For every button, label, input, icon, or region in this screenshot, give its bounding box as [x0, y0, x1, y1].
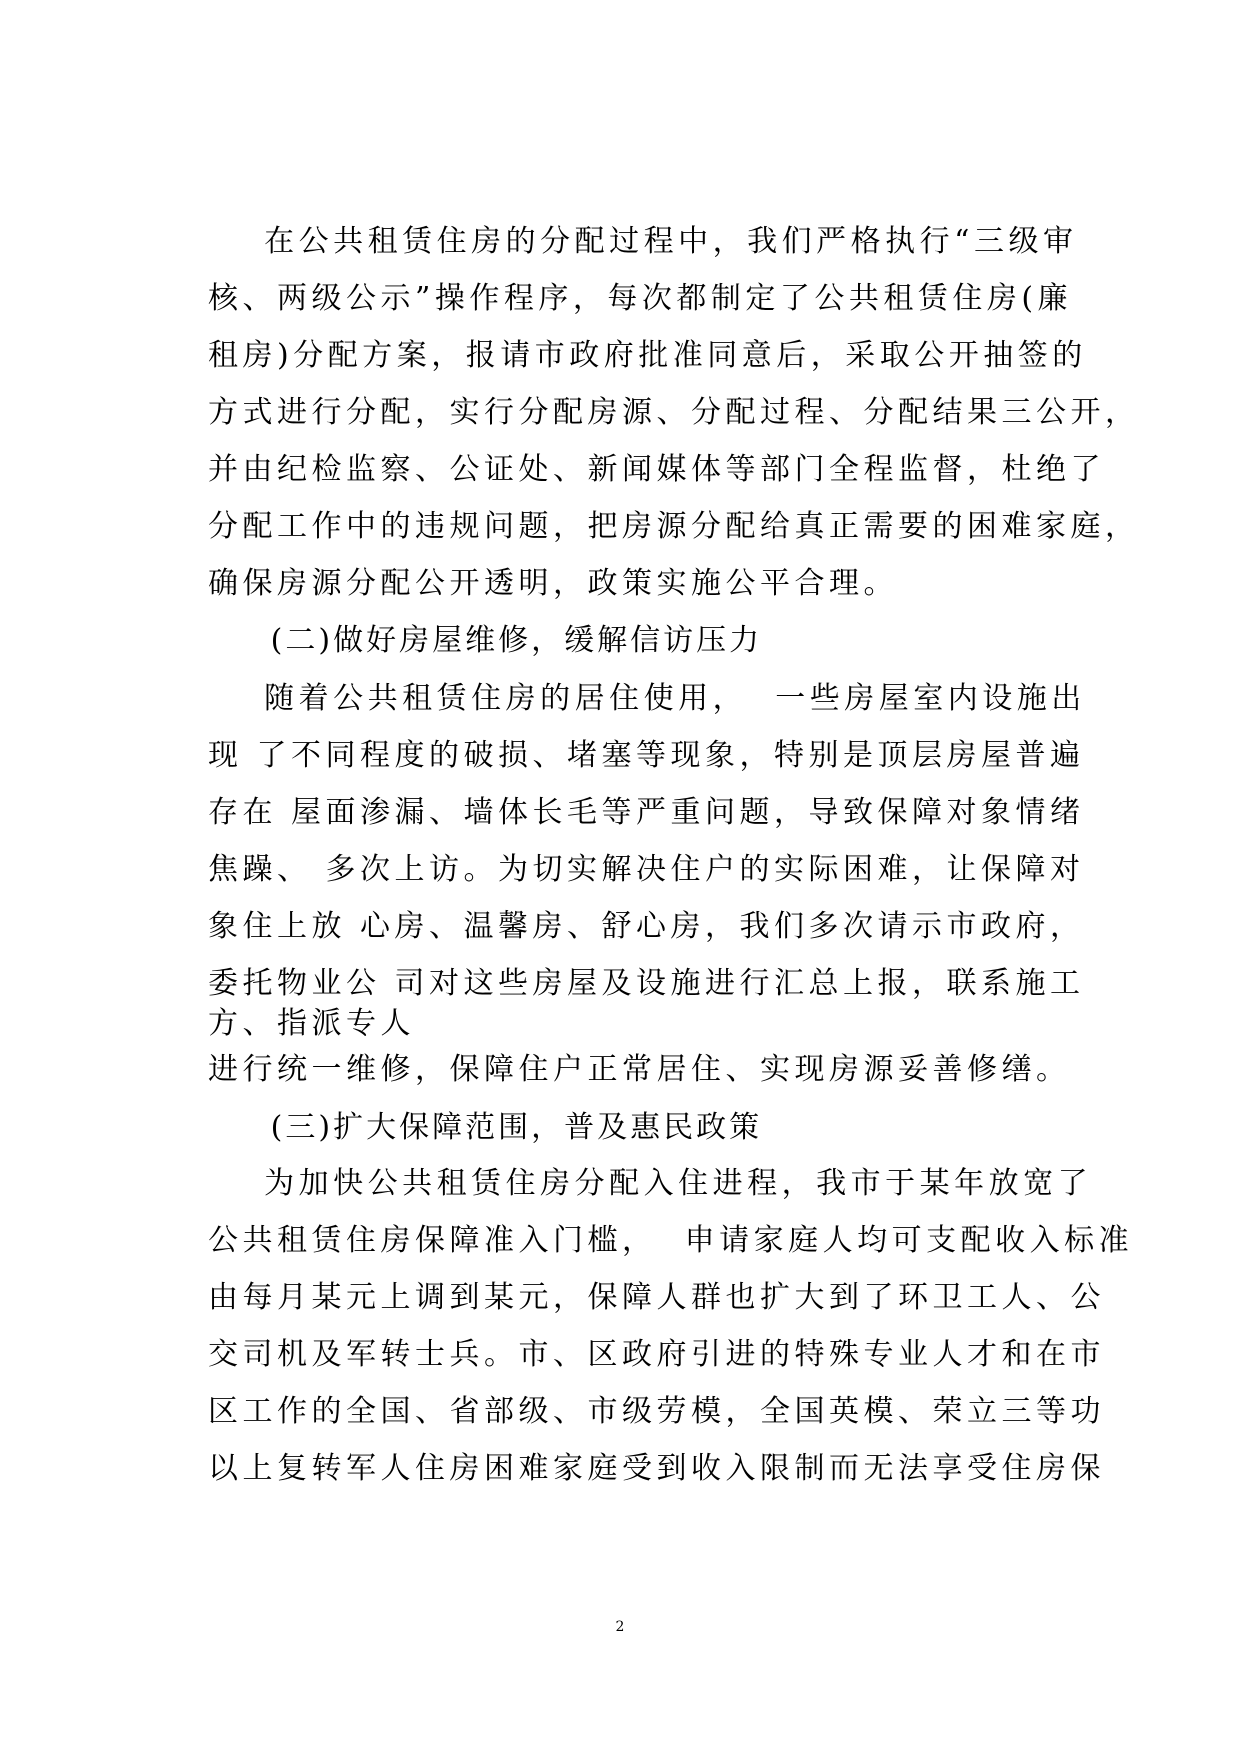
text-line: 以上复转军人住房困难家庭受到收入限制而无法享受住房保	[208, 1451, 1105, 1486]
page-number: 2	[615, 1619, 625, 1635]
text-line: 分配工作中的违规问题，把房源分配给真正需要的困难家庭，	[208, 509, 1140, 544]
text-line: 象住上放 心房、温馨房、舒心房，我们多次请示市政府，	[208, 909, 1085, 944]
text-line: 交司机及军转士兵。市、区政府引进的特殊专业人才和在市	[208, 1337, 1105, 1372]
text-line: 方式进行分配，实行分配房源、分配过程、分配结果三公开，	[208, 395, 1140, 430]
section-heading: (三)扩大保障范围，普及惠民政策	[208, 1110, 763, 1145]
text-line: 公共租赁住房保障准入门槛， 申请家庭人均可支配收入标准	[208, 1223, 1134, 1258]
text-line: 由每月某元上调到某元，保障人群也扩大到了环卫工人、公	[208, 1280, 1105, 1315]
text-line: 核、两级公示”操作程序，每次都制定了公共租赁住房(廉	[208, 281, 1073, 316]
text-line: 焦躁、 多次上访。为切实解决住户的实际困难，让保障对	[208, 852, 1085, 887]
text-line: 存在 屋面渗漏、墙体长毛等严重问题，导致保障对象情绪	[208, 795, 1085, 830]
text-line: 确保房源分配公开透明，政策实施公平合理。	[208, 566, 898, 601]
text-line: 委托物业公 司对这些房屋及设施进行汇总上报，联系施工	[208, 966, 1085, 1001]
text-line: 随着公共租赁住房的居住使用， 一些房屋室内设施出	[208, 681, 1086, 716]
text-line: 方、指派专人	[208, 1006, 415, 1041]
text-line: 为加快公共租赁住房分配入住进程，我市于某年放宽了	[208, 1166, 1093, 1201]
text-line: 并由纪检监察、公证处、新闻媒体等部门全程监督，杜绝了	[208, 452, 1105, 487]
text-line: 区工作的全国、省部级、市级劳模，全国英模、荣立三等功	[208, 1394, 1105, 1429]
text-line: 现 了不同程度的破损、堵塞等现象，特别是顶层房屋普遍	[208, 738, 1085, 773]
text-line: 进行统一维修，保障住户正常居住、实现房源妥善修缮。	[208, 1052, 1071, 1087]
text-line: 在公共租赁住房的分配过程中，我们严格执行“三级审	[208, 224, 1078, 259]
section-heading: (二)做好房屋维修，缓解信访压力	[208, 623, 763, 658]
text-line: 租房)分配方案，报请市政府批准同意后，采取公开抽签的	[208, 338, 1087, 373]
